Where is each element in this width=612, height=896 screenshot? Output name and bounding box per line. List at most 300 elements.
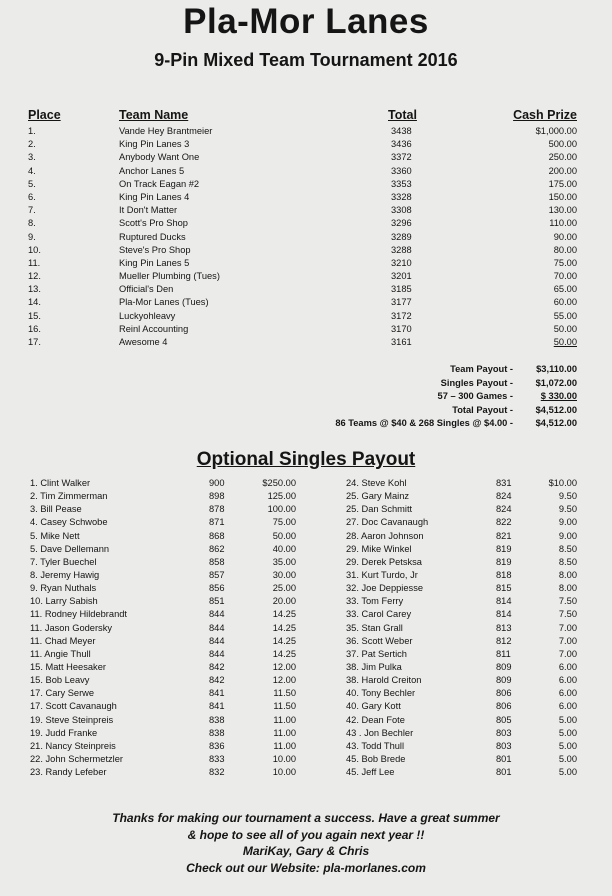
list-item bbox=[306, 661, 612, 674]
bowler-prize: 50.00 bbox=[272, 530, 296, 541]
list-item bbox=[0, 661, 306, 674]
list-item bbox=[0, 569, 306, 582]
bowler-prize: 25.00 bbox=[272, 583, 296, 594]
team-total: 3328 bbox=[391, 191, 412, 202]
team-name: Vande Hey Brantmeier bbox=[119, 126, 213, 136]
team-total: 3308 bbox=[391, 205, 412, 216]
list-item bbox=[306, 569, 612, 582]
bowler-score: 898 bbox=[209, 491, 225, 502]
bowler-name: 37. Pat Sertich bbox=[346, 648, 407, 659]
team-place: 13. bbox=[28, 284, 41, 295]
list-item bbox=[306, 530, 612, 543]
list-item bbox=[0, 516, 306, 529]
bowler-name: 45. Jeff Lee bbox=[346, 767, 395, 778]
table-row bbox=[0, 178, 612, 191]
bowler-prize: 11.50 bbox=[273, 688, 296, 699]
bowler-score: 824 bbox=[496, 504, 512, 515]
list-item bbox=[0, 556, 306, 569]
bowler-score: 844 bbox=[209, 648, 225, 659]
bowler-score: 878 bbox=[209, 504, 225, 515]
team-name: On Track Eagan #2 bbox=[119, 178, 200, 189]
team-name: Luckyohleavy bbox=[119, 310, 176, 321]
bowler-name: 5. Dave Dellemann bbox=[30, 543, 110, 554]
bowler-score: 833 bbox=[209, 753, 225, 764]
table-row bbox=[0, 336, 612, 349]
footer-line-signature: MariKay, Gary & Chris bbox=[242, 844, 370, 858]
list-item bbox=[306, 740, 612, 753]
team-cash-prize: 75.00 bbox=[553, 257, 577, 268]
bowler-name: 3. Bill Pease bbox=[30, 504, 82, 515]
bowler-prize: 35.00 bbox=[272, 556, 296, 567]
team-cash-prize: 250.00 bbox=[548, 152, 577, 163]
bowler-prize: 5.00 bbox=[558, 714, 577, 725]
table-row bbox=[0, 323, 612, 336]
payout-row bbox=[217, 390, 577, 404]
team-name: King Pin Lanes 5 bbox=[119, 257, 190, 268]
bowler-name: 7. Tyler Buechel bbox=[30, 556, 97, 567]
bowler-name: 10. Larry Sabish bbox=[30, 596, 98, 607]
bowler-prize: 8.50 bbox=[558, 556, 577, 567]
bowler-prize: 11.00 bbox=[273, 727, 296, 738]
bowler-score: 818 bbox=[496, 569, 512, 580]
team-cash-prize: 60.00 bbox=[553, 297, 577, 308]
team-name: Scott's Pro Shop bbox=[119, 218, 188, 229]
team-name: Reinl Accounting bbox=[119, 323, 189, 334]
table-row bbox=[0, 204, 612, 217]
team-cash-prize: 50.00 bbox=[553, 337, 577, 347]
bowler-name: 2. Tim Zimmerman bbox=[30, 491, 108, 502]
table-row bbox=[0, 217, 612, 230]
bowler-prize: $250.00 bbox=[262, 478, 296, 488]
bowler-name: 15. Matt Heesaker bbox=[30, 661, 106, 672]
bowler-name: 19. Judd Franke bbox=[30, 727, 98, 738]
list-item bbox=[306, 753, 612, 766]
bowler-name: 40. Gary Kott bbox=[346, 701, 401, 712]
team-place: 3. bbox=[28, 152, 36, 163]
table-row bbox=[0, 165, 612, 178]
list-item bbox=[0, 740, 306, 753]
table-row bbox=[0, 296, 612, 309]
bowler-score: 824 bbox=[496, 491, 512, 502]
team-name: Awesome 4 bbox=[119, 337, 168, 347]
payout-row bbox=[217, 404, 577, 418]
bowler-prize: 5.00 bbox=[558, 767, 577, 778]
team-place: 7. bbox=[28, 205, 36, 216]
bowler-score: 805 bbox=[496, 714, 512, 725]
list-item bbox=[0, 608, 306, 621]
team-total: 3289 bbox=[391, 231, 412, 242]
team-total: 3360 bbox=[391, 165, 412, 176]
bowler-name: 43 . Jon Bechler bbox=[346, 727, 414, 738]
bowler-name: 35. Stan Grall bbox=[346, 622, 403, 633]
team-name: Steve's Pro Shop bbox=[119, 244, 191, 255]
bowler-name: 4. Casey Schwobe bbox=[30, 517, 108, 528]
bowler-prize: 14.25 bbox=[272, 622, 296, 633]
list-item bbox=[0, 674, 306, 687]
bowler-prize: 7.50 bbox=[558, 596, 577, 607]
footer-message bbox=[0, 810, 612, 876]
bowler-name: 43. Todd Thull bbox=[346, 740, 405, 751]
bowler-score: 813 bbox=[496, 622, 512, 633]
bowler-name: 38. Jim Pulka bbox=[346, 661, 402, 672]
list-item bbox=[0, 714, 306, 727]
bowler-prize: 11.00 bbox=[273, 714, 296, 725]
header-cash-prize: Cash Prize bbox=[513, 108, 577, 122]
bowler-prize: 14.25 bbox=[272, 648, 296, 659]
bowler-prize: 125.00 bbox=[267, 491, 296, 502]
list-item bbox=[306, 490, 612, 503]
bowler-prize: 5.00 bbox=[558, 753, 577, 764]
bowler-prize: 8.00 bbox=[558, 569, 577, 580]
list-item bbox=[306, 648, 612, 661]
bowler-score: 844 bbox=[209, 622, 225, 633]
bowler-prize: 5.00 bbox=[558, 727, 577, 738]
bowler-score: 815 bbox=[496, 583, 512, 594]
tournament-subtitle: 9-Pin Mixed Team Tournament 2016 bbox=[154, 50, 458, 70]
bowler-score: 838 bbox=[209, 727, 225, 738]
bowler-name: 9. Ryan Nuthals bbox=[30, 583, 97, 594]
list-item bbox=[306, 582, 612, 595]
list-item bbox=[306, 477, 612, 490]
bowler-name: 33. Tom Ferry bbox=[346, 596, 404, 607]
payout-label: 57 – 300 Games - bbox=[437, 391, 513, 402]
list-item bbox=[0, 727, 306, 740]
bowler-score: 822 bbox=[496, 517, 512, 528]
list-item bbox=[0, 503, 306, 516]
list-item bbox=[0, 543, 306, 556]
bowler-score: 857 bbox=[209, 569, 225, 580]
bowler-score: 801 bbox=[496, 767, 512, 778]
list-item bbox=[306, 687, 612, 700]
bowler-score: 819 bbox=[496, 543, 512, 554]
team-place: 5. bbox=[28, 178, 36, 189]
bowler-prize: 100.00 bbox=[267, 504, 296, 515]
team-cash-prize: 175.00 bbox=[548, 178, 577, 189]
list-item bbox=[0, 477, 306, 490]
team-cash-prize: 70.00 bbox=[553, 271, 577, 282]
payout-label: 86 Teams @ $40 & 268 Singles @ $4.00 - bbox=[335, 418, 513, 429]
table-row bbox=[0, 310, 612, 323]
team-total: 3288 bbox=[391, 244, 412, 255]
bowler-name: 11. Angie Thull bbox=[30, 648, 91, 659]
payout-summary bbox=[217, 363, 577, 431]
table-row bbox=[0, 270, 612, 283]
team-place: 14. bbox=[28, 297, 41, 308]
table-row bbox=[0, 138, 612, 151]
bowler-score: 809 bbox=[496, 675, 512, 686]
list-item bbox=[0, 622, 306, 635]
team-total: 3438 bbox=[391, 126, 412, 136]
team-place: 2. bbox=[28, 139, 36, 150]
team-place: 15. bbox=[28, 310, 41, 321]
bowler-name: 11. Rodney Hildebrandt bbox=[30, 609, 127, 620]
bowler-prize: 30.00 bbox=[272, 569, 296, 580]
bowler-score: 821 bbox=[496, 530, 512, 541]
team-place: 11. bbox=[28, 257, 41, 268]
bowler-score: 811 bbox=[496, 648, 511, 659]
table-row bbox=[0, 125, 612, 138]
bowler-score: 806 bbox=[496, 688, 512, 699]
team-cash-prize: 500.00 bbox=[548, 139, 577, 150]
payout-value: $4,512.00 bbox=[535, 418, 577, 429]
payout-row bbox=[217, 363, 577, 377]
team-total: 3185 bbox=[391, 284, 412, 295]
team-place: 8. bbox=[28, 218, 36, 229]
table-row bbox=[0, 191, 612, 204]
bowler-prize: 9.00 bbox=[558, 530, 577, 541]
team-place: 1. bbox=[28, 126, 36, 136]
bowler-prize: 7.50 bbox=[558, 609, 577, 620]
team-cash-prize: 90.00 bbox=[553, 231, 577, 242]
team-total: 3372 bbox=[391, 152, 412, 163]
bowler-score: 819 bbox=[496, 556, 512, 567]
bowler-name: 25. Gary Mainz bbox=[346, 491, 410, 502]
bowler-prize: 9.50 bbox=[558, 504, 577, 515]
bowler-prize: 75.00 bbox=[272, 517, 296, 528]
bowler-name: 19. Steve Steinpreis bbox=[30, 714, 114, 725]
bowler-prize: 7.00 bbox=[558, 648, 577, 659]
footer-line-thanks: Thanks for making our tournament a success. Have a great summer bbox=[112, 811, 500, 825]
team-cash-prize: $1,000.00 bbox=[535, 126, 577, 136]
list-item bbox=[0, 648, 306, 661]
team-total: 3436 bbox=[391, 139, 412, 150]
bowler-score: 806 bbox=[496, 701, 512, 712]
team-standings-table bbox=[0, 125, 612, 349]
bowler-prize: 11.50 bbox=[273, 701, 296, 712]
table-row bbox=[0, 257, 612, 270]
bowler-name: 17. Scott Cavanaugh bbox=[30, 701, 117, 712]
team-total: 3210 bbox=[391, 257, 412, 268]
table-row bbox=[0, 231, 612, 244]
singles-title: Optional Singles Payout bbox=[196, 449, 416, 470]
bowler-score: 856 bbox=[209, 583, 225, 594]
list-item bbox=[0, 530, 306, 543]
bowler-prize: 8.00 bbox=[558, 583, 577, 594]
bowler-score: 836 bbox=[209, 740, 225, 751]
bowler-prize: 7.00 bbox=[558, 635, 577, 646]
payout-row bbox=[217, 417, 577, 431]
bowler-prize: 11.00 bbox=[273, 740, 296, 751]
bowler-name: 21. Nancy Steinpreis bbox=[30, 740, 116, 751]
list-item bbox=[306, 516, 612, 529]
team-cash-prize: 80.00 bbox=[553, 244, 577, 255]
bowler-score: 842 bbox=[209, 661, 225, 672]
bowler-prize: 12.00 bbox=[272, 675, 296, 686]
team-name: Mueller Plumbing (Tues) bbox=[119, 271, 220, 282]
list-item bbox=[306, 727, 612, 740]
team-total: 3172 bbox=[391, 310, 412, 321]
team-name: Official's Den bbox=[119, 284, 174, 295]
bowler-score: 858 bbox=[209, 556, 225, 567]
bowler-name: 29. Mike Winkel bbox=[346, 543, 412, 554]
payout-value: $ 330.00 bbox=[540, 391, 577, 402]
list-item bbox=[0, 753, 306, 766]
payout-label: Team Payout - bbox=[450, 364, 513, 374]
bowler-name: 17. Cary Serwe bbox=[30, 688, 95, 699]
bowler-score: 812 bbox=[496, 635, 512, 646]
team-place: 12. bbox=[28, 271, 41, 282]
team-total: 3177 bbox=[391, 297, 412, 308]
bowler-score: 814 bbox=[496, 596, 512, 607]
bowler-prize: 9.00 bbox=[558, 517, 577, 528]
payout-value: $4,512.00 bbox=[535, 404, 577, 415]
table-row bbox=[0, 283, 612, 296]
bowler-prize: $10.00 bbox=[548, 478, 577, 488]
list-item bbox=[306, 543, 612, 556]
bowler-name: 28. Aaron Johnson bbox=[346, 530, 424, 541]
bowler-name: 36. Scott Weber bbox=[346, 635, 413, 646]
bowler-prize: 10.00 bbox=[272, 767, 296, 778]
bowler-name: 1. Clint Walker bbox=[30, 478, 91, 488]
team-cash-prize: 50.00 bbox=[553, 323, 577, 334]
bowler-prize: 40.00 bbox=[272, 543, 296, 554]
list-item bbox=[306, 503, 612, 516]
bowler-name: 23. Randy Lefeber bbox=[30, 767, 107, 778]
bowler-prize: 6.00 bbox=[558, 675, 577, 686]
team-name: Anybody Want One bbox=[119, 152, 200, 163]
bowler-name: 24. Steve Kohl bbox=[346, 478, 407, 488]
bowler-prize: 12.00 bbox=[272, 661, 296, 672]
list-item bbox=[306, 674, 612, 687]
team-place: 10. bbox=[28, 244, 41, 255]
team-cash-prize: 110.00 bbox=[549, 218, 577, 229]
team-total: 3353 bbox=[391, 178, 412, 189]
bowler-prize: 14.25 bbox=[272, 609, 296, 620]
header-place: Place bbox=[28, 108, 61, 122]
list-item bbox=[0, 490, 306, 503]
bowler-score: 868 bbox=[209, 530, 225, 541]
bowler-score: 803 bbox=[496, 740, 512, 751]
team-name: It Don't Matter bbox=[119, 205, 178, 216]
footer-line-hope: & hope to see all of you again next year !! bbox=[187, 827, 425, 842]
bowler-prize: 8.50 bbox=[558, 543, 577, 554]
singles-left-column bbox=[0, 477, 306, 779]
bowler-score: 831 bbox=[496, 478, 512, 488]
payout-label: Singles Payout - bbox=[440, 377, 513, 388]
list-item bbox=[0, 635, 306, 648]
team-cash-prize: 55.00 bbox=[553, 310, 577, 321]
bowler-name: 45. Bob Brede bbox=[346, 753, 406, 764]
bowler-prize: 10.00 bbox=[272, 753, 296, 764]
bowler-name: 8. Jeremy Hawig bbox=[30, 569, 100, 580]
bowler-score: 844 bbox=[209, 609, 225, 620]
team-name: Anchor Lanes 5 bbox=[119, 165, 185, 176]
bowler-name: 11. Jason Godersky bbox=[30, 622, 112, 633]
bowler-name: 25. Dan Schmitt bbox=[346, 504, 413, 515]
list-item bbox=[0, 595, 306, 608]
payout-label: Total Payout - bbox=[452, 404, 513, 415]
list-item bbox=[306, 622, 612, 635]
bowler-score: 862 bbox=[209, 543, 225, 554]
bowler-score: 900 bbox=[209, 478, 225, 488]
team-place: 17. bbox=[28, 337, 41, 347]
payout-row bbox=[217, 377, 577, 391]
team-place: 16. bbox=[28, 323, 41, 334]
bowler-score: 841 bbox=[209, 688, 225, 699]
bowler-name: 32. Joe Deppiesse bbox=[346, 583, 424, 594]
team-name: King Pin Lanes 4 bbox=[119, 191, 190, 202]
footer-line-website: Check out our Website: pla-morlanes.com bbox=[186, 860, 426, 875]
bowler-name: 11. Chad Meyer bbox=[30, 635, 96, 646]
team-total: 3170 bbox=[391, 323, 412, 334]
bowler-score: 844 bbox=[209, 635, 225, 646]
team-place: 4. bbox=[28, 165, 36, 176]
bowler-prize: 9.50 bbox=[558, 491, 577, 502]
payout-value: $1,072.00 bbox=[535, 377, 577, 388]
bowler-score: 814 bbox=[496, 609, 512, 620]
bowler-name: 33. Carol Carey bbox=[346, 609, 412, 620]
list-item bbox=[306, 635, 612, 648]
bowler-score: 803 bbox=[496, 727, 512, 738]
bowler-name: 27. Doc Cavanaugh bbox=[346, 517, 429, 528]
team-total: 3161 bbox=[391, 337, 412, 347]
bowler-score: 801 bbox=[496, 753, 512, 764]
team-total: 3201 bbox=[391, 271, 412, 282]
team-cash-prize: 200.00 bbox=[548, 165, 577, 176]
header-team-name: Team Name bbox=[119, 108, 189, 122]
table-row bbox=[0, 244, 612, 257]
bowler-prize: 5.00 bbox=[558, 740, 577, 751]
bowler-prize: 6.00 bbox=[558, 688, 577, 699]
bowler-score: 832 bbox=[209, 767, 225, 778]
bowler-score: 851 bbox=[209, 596, 225, 607]
team-name: Pla-Mor Lanes (Tues) bbox=[119, 297, 209, 308]
bowler-prize: 6.00 bbox=[558, 661, 577, 672]
team-place: 6. bbox=[28, 191, 36, 202]
bowler-score: 841 bbox=[209, 701, 225, 712]
list-item bbox=[0, 700, 306, 713]
list-item bbox=[306, 556, 612, 569]
header-total: Total bbox=[388, 108, 417, 122]
bowler-score: 871 bbox=[209, 517, 225, 528]
team-cash-prize: 130.00 bbox=[548, 205, 577, 216]
bowler-score: 842 bbox=[209, 675, 225, 686]
payout-value: $3,110.00 bbox=[536, 364, 577, 374]
team-cash-prize: 65.00 bbox=[553, 284, 577, 295]
bowler-name: 38. Harold Creiton bbox=[346, 675, 422, 686]
list-item bbox=[306, 766, 612, 779]
bowler-name: 40. Tony Bechler bbox=[346, 688, 416, 699]
bowler-name: 15. Bob Leavy bbox=[30, 675, 90, 686]
bowler-prize: 7.00 bbox=[558, 622, 577, 633]
bowler-name: 5. Mike Nett bbox=[30, 530, 80, 541]
page-title: Pla-Mor Lanes bbox=[183, 2, 429, 41]
list-item bbox=[306, 608, 612, 621]
table-row bbox=[0, 151, 612, 164]
bowler-score: 838 bbox=[209, 714, 225, 725]
bowler-score: 809 bbox=[496, 661, 512, 672]
list-item bbox=[306, 595, 612, 608]
bowler-prize: 14.25 bbox=[272, 635, 296, 646]
bowler-name: 22. John Schermetzler bbox=[30, 753, 124, 764]
bowler-prize: 6.00 bbox=[558, 701, 577, 712]
singles-right-column bbox=[306, 477, 612, 779]
team-cash-prize: 150.00 bbox=[548, 191, 577, 202]
list-item bbox=[0, 687, 306, 700]
team-name: King Pin Lanes 3 bbox=[119, 139, 190, 150]
team-total: 3296 bbox=[391, 218, 412, 229]
bowler-name: 29. Derek Petsksa bbox=[346, 556, 422, 567]
team-name: Ruptured Ducks bbox=[119, 231, 186, 242]
bowler-prize: 20.00 bbox=[272, 596, 296, 607]
list-item bbox=[306, 700, 612, 713]
list-item bbox=[0, 582, 306, 595]
list-item bbox=[306, 714, 612, 727]
bowler-name: 31. Kurt Turdo, Jr bbox=[346, 569, 418, 580]
list-item bbox=[0, 766, 306, 779]
bowler-name: 42. Dean Fote bbox=[346, 714, 405, 725]
team-place: 9. bbox=[28, 231, 36, 242]
